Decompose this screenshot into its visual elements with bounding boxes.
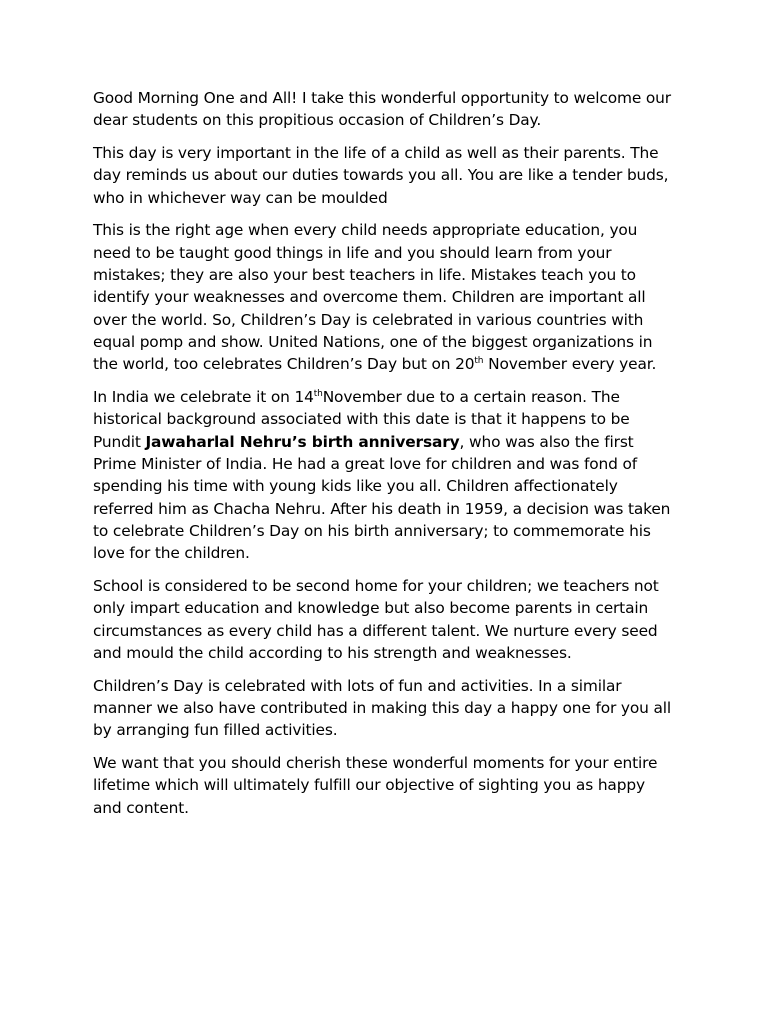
paragraph-text: This day is very important in the life of a child as well as their parents. The day reminds us about our duties towards you all. You are like a tender buds, who in whichever way can be moulded <box>93 144 669 207</box>
paragraph-text: In India we celebrate it on 14 <box>93 388 314 407</box>
paragraph-text: Good Morning One and All! I take this wonderful opportunity to welcome our dear students on this propitious occasion of Children’s Day. <box>93 89 671 130</box>
paragraph-importance <box>93 142 678 209</box>
document-body <box>93 87 678 829</box>
paragraph-right-age <box>93 219 678 375</box>
paragraph-text: We want that you should cherish these wonderful moments for your entire lifetime which will ultimately fulfill our objective of sighting you as happy and content. <box>93 754 658 817</box>
paragraph-text: School is considered to be second home for your children; we teachers not only impart education and knowledge but also become parents in certain circumstances as every child has a different talent. We nurture every seed and mould the child according to his strength and weaknesses. <box>93 576 659 662</box>
paragraph-school <box>93 575 678 664</box>
paragraph-activities <box>93 675 678 742</box>
paragraph-text: November every year. <box>483 355 657 374</box>
bold-text: Jawaharlal Nehru’s birth anniversary <box>145 432 460 451</box>
paragraph-text: , who was also the first Prime Minister of India. He had a great love for children and was fond of spending his time with young kids like you all. Children affectionately referred him as Chacha Nehru. After his death in 1959, a decision was taken to celebrate Children’s Day on his birth anniversary; to commemorate his love for the children. <box>93 432 671 563</box>
paragraph-text: Children’s Day is celebrated with lots of fun and activities. In a similar manner we also have contributed in making this day a happy one for you all by arranging fun filled activities. <box>93 676 672 740</box>
superscript-ordinal: th <box>474 356 484 367</box>
paragraph-india <box>93 386 678 564</box>
paragraph-closing <box>93 752 678 819</box>
paragraph-text: November due to a certain reason. The historical background associated with this date is that it happens to be Pundit <box>93 388 630 451</box>
superscript-ordinal: th <box>313 389 323 400</box>
paragraph-greeting <box>93 87 678 132</box>
paragraph-text: This is the right age when every child needs appropriate education, you need to be taught good things in life and you should learn from your mistakes; they are also your best teachers in life. Mistakes teach you to identify your weaknesses and overcome them. Children are important all over the world. So, Children’s Day is celebrated in various countries with equal pomp and show. United Nations, one of the biggest organizations in the world, too celebrates Children’s Day but on 20 <box>93 221 653 374</box>
